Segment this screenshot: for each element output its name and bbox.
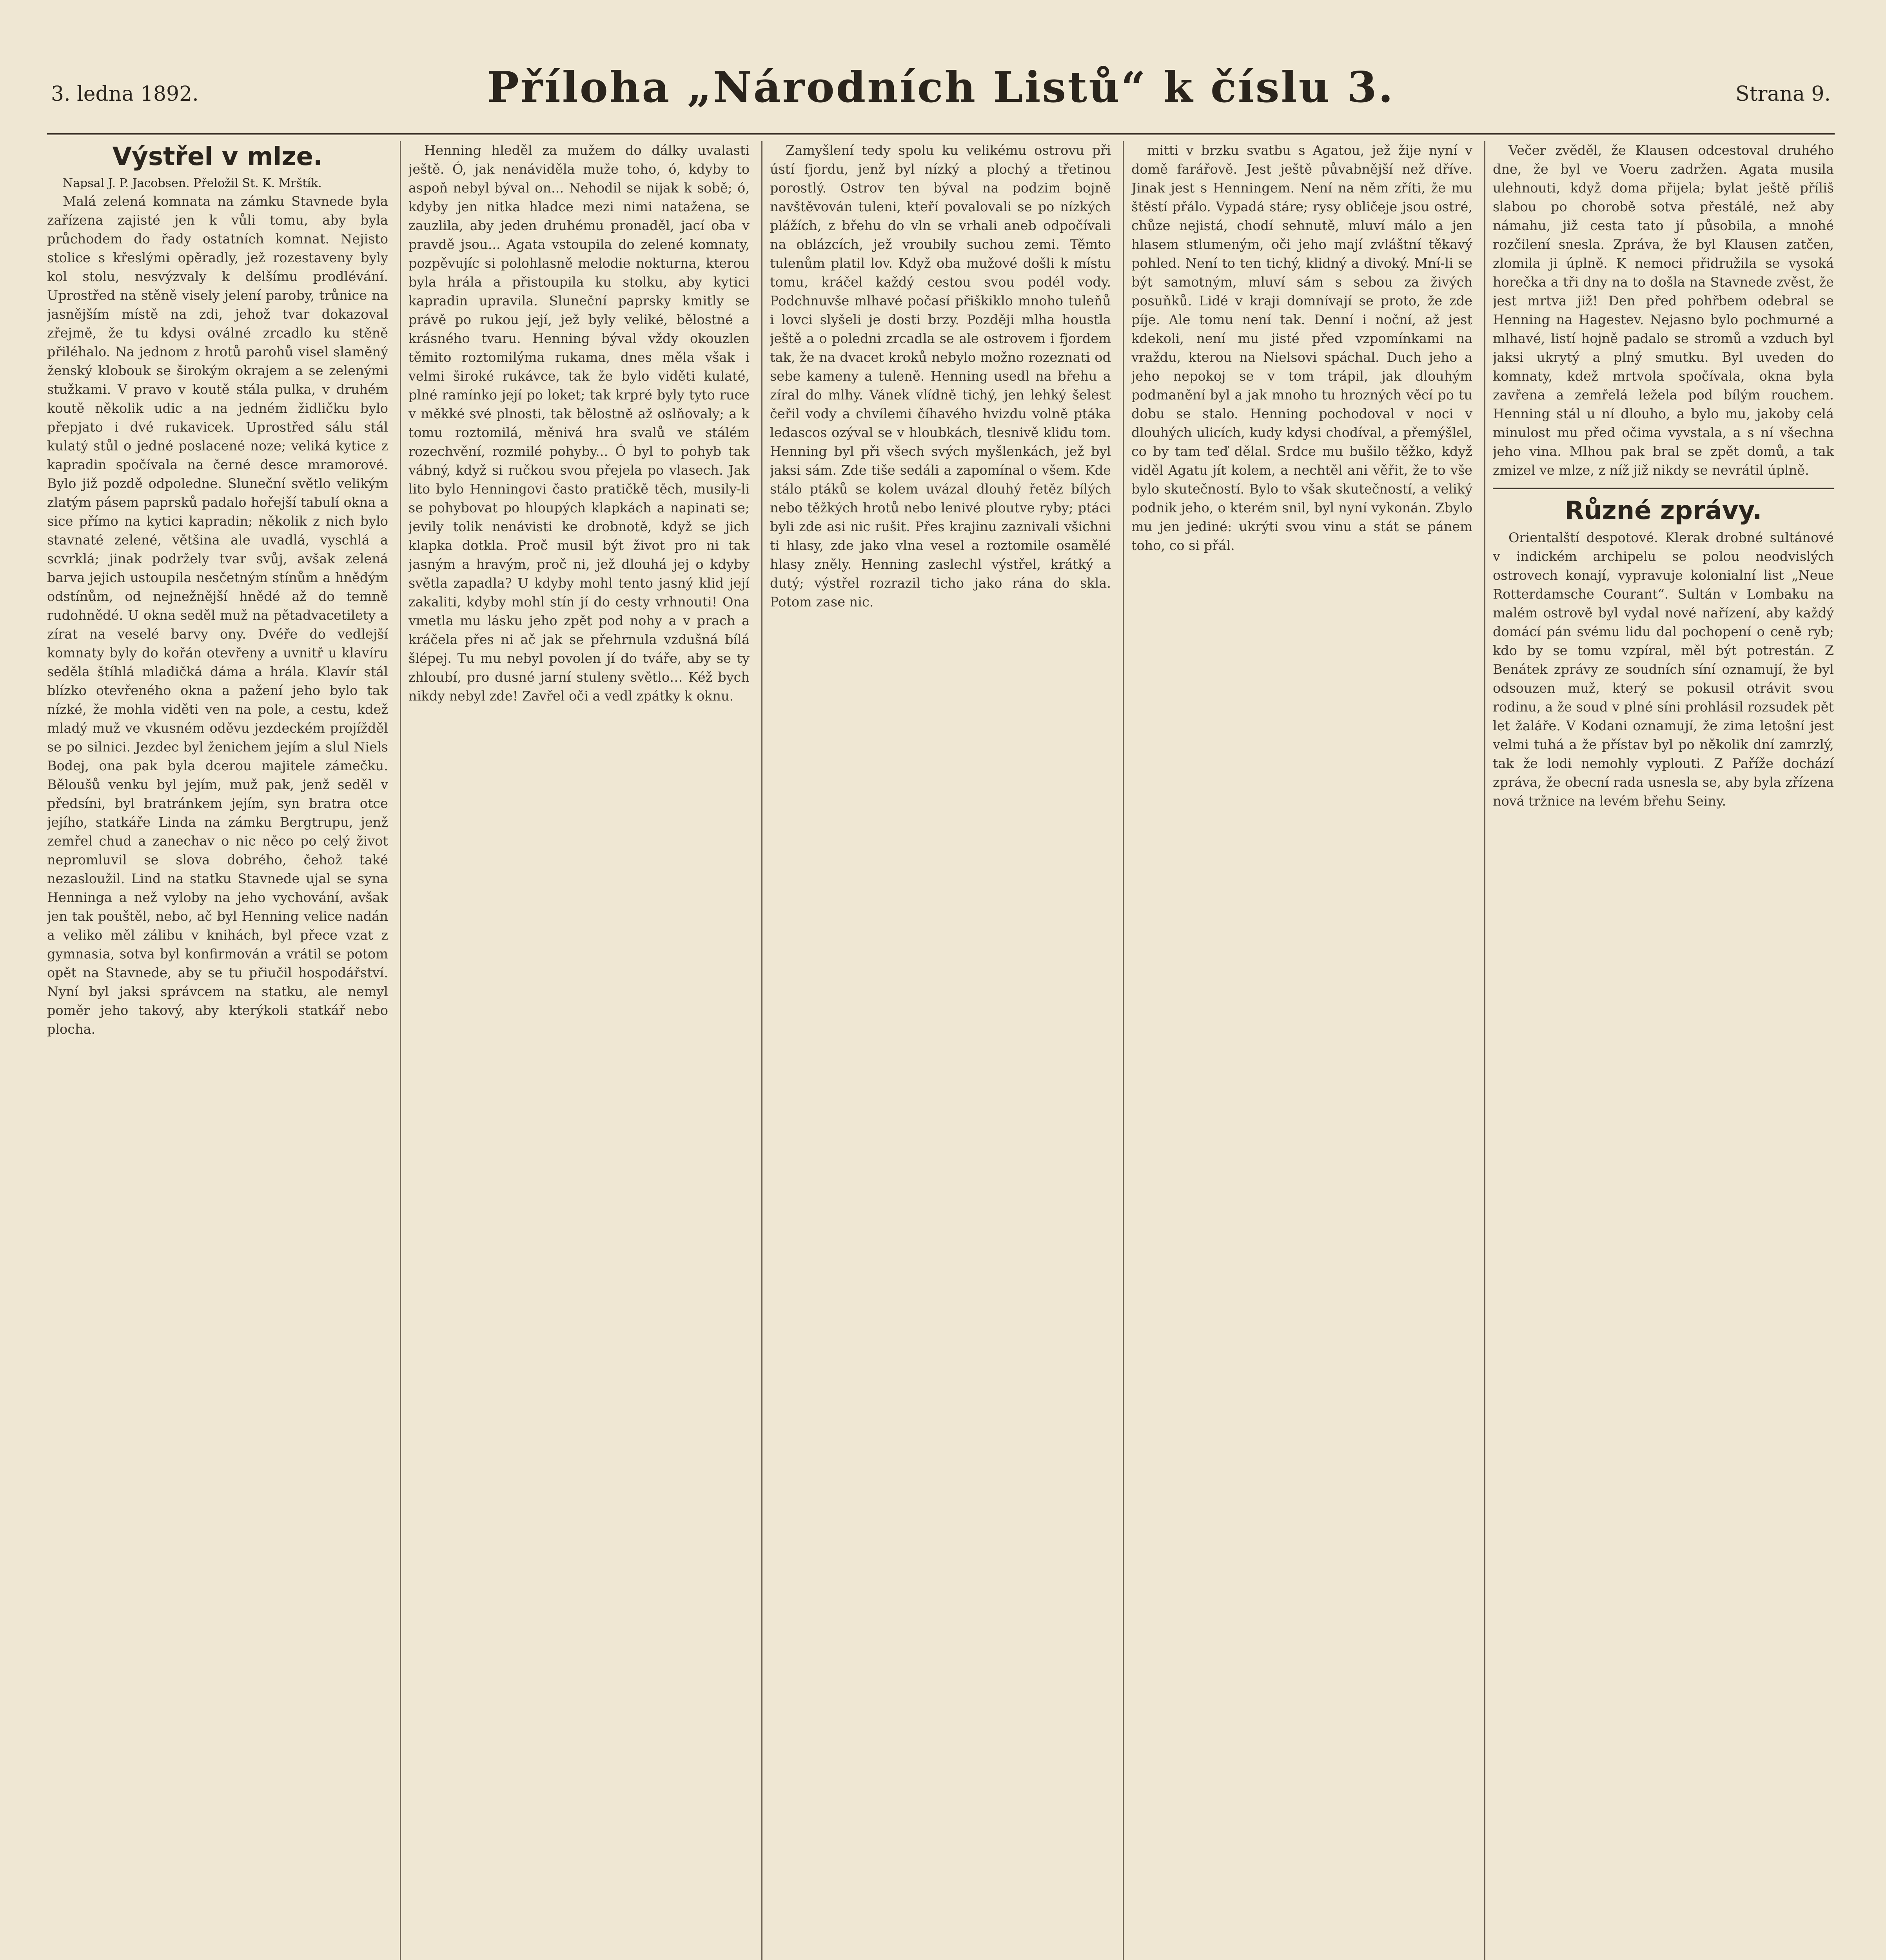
page-number: Strana 9.	[1735, 82, 1831, 106]
column-3-text: Zamyšlení tedy spolu ku velikému ostrovu při ústí fjordu, jenž byl nízký a plochý a třetinou porostlý. Ostrov ten býval na podzim bojně navštěvován tuleni, kteří povalovali se po nízkých plážích, z břehu do vln se vrhali aneb odpočívali na oblázcích, jež vroubily suchou zemi. Těmto tulenům platil lov. Když oba mužové došli k místu tomu, kráčel každý cestou svou podél vody. Podchnuvše mlhavé počasí přiškiklo mnoho tuleňů i lovci slyšeli je dosti brzy. Později mlha houstla ještě a o poledni zrcadla se ale ostrovem i fjordem tak, že na dvacet kroků nebylo možno rozeznati od sebe kameny a tuleně. Henning usedl na břehu a zíral do mlhy. Vánek vlídně tichý, jen lehký šelest čeřil vody a chvílemi číhavého hvizdu volně ptáka ledascos ozýval se v hloubkách, tlesnivě klidu tom. Henning byl při všech svých myšlenkách, jež byl jaksi sám. Zde tiše sedáli a zapomínal o všem. Kde stálo ptáků se kolem uvázal dlouhý řetěz bílých nebo těžkých hrotů nebo lenivé ploutve ryby; ptáci byli zde asi nic rušit. Přes krajinu zaznivali všichni ti hlasy, zde jako vlna vesel a roztomile osamělé hlasy zněly. Henning zaslechl výstřel, krátký a dutý; výstřel rozrazil ticho jako rána do skla. Potom zase nic.	[770, 143, 1111, 610]
issue-date: 3. ledna 1892.	[51, 82, 199, 106]
column-4-text: mitti v brzku svatbu s Agatou, jež žije nyní v domě farářově. Jest ještě půvabnější než dříve. Jinak jest s Henningem. Není na něm zříti, že mu štěstí přálo. Vypadá stáre; rysy obličeje jsou ostré, chůze nejistá, chodí sehnutě, mluví málo a jen hlasem stlumeným, oči jeho mají zvláštní těkavý pohled. Není to ten tichý, klidný a divoký. Mní-li se být samotným, mluví sám s sebou za živých posuňků. Lidé v kraji domnívají se proto, že zde píje. Ale tomu není tak. Denní i noční, až jest kdekoli, není mu jisté před vzpomínkami na vraždu, kterou na Nielsovi spáchal. Duch jeho a jeho nepokoj se v tom trápil, jak dlouhým podmanění byl a jak mnoho tu hrozných věcí po tu dobu se stalo. Henning pochodoval v noci v dlouhých ulicích, kudy kdysi chodíval, a přemýšlel, co by tam teď dělal. Srdce mu bušilo těžko, když viděl Agatu jít kolem, a nechtěl ani věřit, že to vše bylo skutečností. Bylo to však skutečností, a veliký podnik jeho, o kterém snil, byl nyní vykonán. Zbylo mu jen jediné: ukrýti svou vinu a stát se pánem toho, co si přál.	[1131, 143, 1472, 553]
text-columns	[47, 141, 1835, 1960]
column-2	[408, 141, 750, 1960]
supplement-title: Příloha „Národních Listů“ k číslu 3.	[487, 63, 1395, 112]
story-title: Výstřel v mlze.	[112, 142, 323, 171]
news-text: Orientalští despotové. Klerak drobné sultánové v indickém archipelu se polou neodvislých ostrovech konají, vypravuje kolonialní list „Neue Rotterdamsche Courant“. Sultán v Lombaku na malém ostrově byl vydal nové nařízení, aby každý domácí pán svému lidu dal pochopení o ceně ryb; kdo by se tomu vzpíral, měl být potrestán. Z Benátek zprávy ze soudních síní oznamují, že byl odsouzen muž, který se pokusil otrávit svou rodinu, a že soud v plné síni prohlásil rozsudek pět let žaláře. V Kodani oznamují, že zima letošní jest velmi tuhá a že přístav byl po několik dní zamrzlý, tak že lodi nemohly vyplouti. Z Paříže dochází zpráva, že obecní rada usnesla se, aby byla zřízena nová tržnice na levém břehu Seiny.	[1493, 530, 1834, 809]
story-byline: Napsal J. P. Jacobsen. Přeložil St. K. Mrštík.	[63, 176, 322, 190]
column-rule	[1484, 141, 1485, 1960]
page-header	[47, 59, 1835, 135]
column-5-text: Večer zvěděl, že Klausen odcestoval druhého dne, že byl ve Voeru zadržen. Agata musila ulehnouti, když doma přijela; bylat ještě příliš slabou po chorobě sotva přestálé, než aby námahu, již cesta tato jí působila, a mnohé rozčilení snesla. Zpráva, že byl Klausen zatčen, zlomila ji úplně. K nemoci přidružila se vysoká horečka a tři dny na to došla na Stavnede zvěst, že jest mrtva již! Den před pohřbem odebral se Henning na Hagestev. Nejasno bylo pochmurné a mlhavé, listí hojně padalo se stromů a vzduch byl jaksi ukrytý a plný smutku. Byl uveden do komnaty, kdež mrtvola spočívala, okna byla zavřena a zemřelá ležela pod bílým rouchem. Henning stál u ní dlouho, a bylo mu, jakoby celá minulost mu před očima vyvstala, a s ní všechna jeho vina. Mlhou pak bral se zpět domů, a tak zmizel ve mlze, z níž již nikdy se nevrátil úplně.	[1493, 143, 1834, 478]
column-5	[1493, 141, 1834, 1960]
column-rule	[1123, 141, 1124, 1960]
column-3	[770, 141, 1111, 1960]
column-1	[47, 141, 388, 1960]
section-heading: Různé zprávy.	[1493, 488, 1834, 528]
column-2-text: Henning hleděl za mužem do dálky uvalasti ještě. Ó, jak nenáviděla muže toho, ó, kdyby to aspoň nebyl býval on... Nehodil se nijak k sobě; ó, kdyby jen nitka hladce mezi nimi natažena, se zauzlila, aby jeden druhému pronaděl, jací oba v pravdě jsou... Agata vstoupila do zelené komnaty, pozpěvujíc si polohlasně melodie nokturna, kterou byla hrála a přistoupila ku stolku, aby kytici kapradin upravila. Sluneční paprsky kmitly se právě po rukou její, jež byly veliké, bělostné a krásného tvaru. Henning býval vždy okouzlen těmito roztomilýma rukama, dnes měla však i velmi široké rukávce, tak že bylo viděti kulaté, plné ramínko její po loket; tak krpré byly tyto ruce v měkké své plnosti, tak bělostně až oslňovaly; a k tomu roztomilá, měnivá hra svalů ve stálém rozechvění, rozmilé pohyby... Ó byl to pohyb tak vábný, když si ručkou svou přejela po vlasech. Jak lito bylo Henningovi často pratičkě těch, musily-li se pohybovat po hloupých klapkách a napinati se; jevily tolik nenávisti ke drobnotě, když se jich klapka dotkla. Proč musil být život pro ni tak jasným a hravým, proč ni, jež dlouhá jej o kdyby světla zapadla? U kdyby mohl tento jasný klid její zakaliti, kdyby mohl stín jí do cesty vrhnouti! Ona vmetla mu lásku jeho zpět pod nohy a v prach a kráčela přes ni ač jak se přehrnula vzdušná bílá šlépej. Tu mu nebyl povolen jí do tváře, aby se ty zhloubí, pro dusné jarní stuleny světlo… Kéž bych nikdy nebyl zde! Zavřel oči a vedl zpátky k oknu.	[408, 143, 750, 704]
column-4	[1131, 141, 1472, 1960]
column-1-text: Malá zelená komnata na zámku Stavnede byla zařízena zajisté jen k vůli tomu, aby byla průchodem do řady ostatních komnat. Nejisto stolice s křeslými opěradly, jež rozestaveny byly kol stolu, nesvýzvaly k delšímu prodlévání. Uprostřed na stěně visely jelení paroby, trůnice na jasnějším místě na zdi, jehož tvar dokazoval zřejmě, že tu kdysi oválné zrcadlo ku stěně přiléhalo. Na jednom z hrotů parohů visel slaměný ženský klobouk se širokým okrajem a se zelenými stužkami. V pravo v koutě stála pulka, v druhém koutě několik udic a na jedném židličku bylo přepjato i dvé rukavicek. Uprostřed sálu stál kulatý stůl o jedné poslacené noze; veliká kytice z kapradin spočívala na černé desce mramorové. Bylo již pozdě odpoledne. Sluneční světlo velikým zlatým pásem paprsků padalo hořejší tabulí okna a sice přímo na kytici kapradin; několik z nich bylo stavnaté zelené, většina ale uvadlá, vyschlá a scvrklá; jinak podržely tvar svůj, avšak zelená barva jejich ustoupila nesčetným stínům a hnědým odstínům, od nejnežnější hnědé až do temně rudohnědé. U okna seděl muž na pětadvacetilety a zírat na veselé barvy ony. Dvéře do vedlejší komnaty byly do kořán otevřeny a uvnitř u klavíru seděla štíhlá mladičká dáma a hrála. Klavír stál blízko otevřeného okna a pažení jeho bylo tak nízké, že mohla viděti ven na pole, a cestu, kdež mladý muž ve vkusném oděvu jezdeckém projížděl se po silnici. Jezdec byl ženichem jejím a slul Niels Bodej, ona pak byla dcerou majitele zámečku. Běloušů venku byl jejím, muž pak, jenž seděl v předsíni, byl bratránkem jejím, syn bratra otce jejího, statkáře Linda na zámku Bergtrupu, jenž zemřel chud a zanechav o nic něco po celý život nepromluvil se slova dobrého, čehož také nezasloužil. Lind na statku Stavnede ujal se syna Henninga a než vyloby na jeho vychování, avšak jen tak pouštěl, nebo, ač byl Henning velice nadán a veliko měl zálibu v knihách, byl přece vzat z gymnasia, sotva byl konfirmován a vrátil se potom opět na Stavnede, aby se tu přiučil hospodářství. Nyní byl jaksi správcem na statku, ale nemyl poměr jeho takový, aby kterýkoli statkář nebo plocha.	[47, 194, 388, 1037]
column-rule	[761, 141, 762, 1960]
column-rule	[400, 141, 401, 1960]
